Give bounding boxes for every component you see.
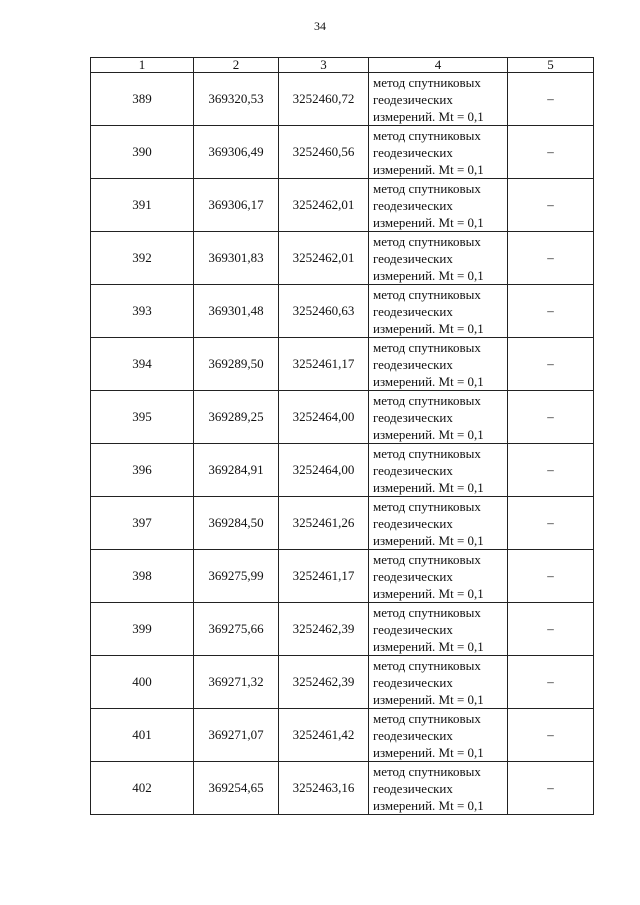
- table-row: [91, 391, 594, 444]
- method-cell: [369, 126, 508, 179]
- method-line-2: геодезических: [373, 462, 453, 478]
- method-line-2: геодезических: [373, 515, 453, 531]
- method-line-1: метод спутниковых: [373, 233, 481, 249]
- y-coordinate-cell: 3252462,39: [279, 603, 369, 656]
- method-line-1: метод спутниковых: [373, 392, 481, 408]
- table-row: [91, 232, 594, 285]
- method-line-2: геодезических: [373, 250, 453, 266]
- y-coordinate-cell: 3252462,01: [279, 232, 369, 285]
- table-body: [91, 73, 594, 815]
- y-coordinate-cell: 3252462,39: [279, 656, 369, 709]
- method-cell: [369, 550, 508, 603]
- column-5-cell: –: [508, 126, 594, 179]
- x-coordinate-cell: 369306,49: [194, 126, 279, 179]
- method-line-2: геодезических: [373, 568, 453, 584]
- method-cell: [369, 285, 508, 338]
- x-coordinate-cell: 369289,25: [194, 391, 279, 444]
- method-line-2: геодезических: [373, 780, 453, 796]
- method-cell: [369, 179, 508, 232]
- x-coordinate-cell: 369271,32: [194, 656, 279, 709]
- method-line-2: геодезических: [373, 144, 453, 160]
- column-5-cell: –: [508, 762, 594, 815]
- point-number-cell: 401: [91, 709, 194, 762]
- x-coordinate-cell: 369271,07: [194, 709, 279, 762]
- point-number-cell: 395: [91, 391, 194, 444]
- point-number-cell: 397: [91, 497, 194, 550]
- method-line-3: измерений. Mt = 0,1: [373, 691, 484, 707]
- table-row: [91, 603, 594, 656]
- method-line-1: метод спутниковых: [373, 127, 481, 143]
- y-coordinate-cell: 3252460,56: [279, 126, 369, 179]
- x-coordinate-cell: 369301,48: [194, 285, 279, 338]
- column-5-cell: –: [508, 497, 594, 550]
- x-coordinate-cell: 369254,65: [194, 762, 279, 815]
- column-header-3: 3: [279, 58, 369, 73]
- method-line-1: метод спутниковых: [373, 763, 481, 779]
- method-line-2: геодезических: [373, 356, 453, 372]
- method-cell: [369, 762, 508, 815]
- method-line-3: измерений. Mt = 0,1: [373, 267, 484, 283]
- method-line-1: метод спутниковых: [373, 551, 481, 567]
- column-header-5: 5: [508, 58, 594, 73]
- x-coordinate-cell: 369275,99: [194, 550, 279, 603]
- method-cell: [369, 497, 508, 550]
- table-row: [91, 73, 594, 126]
- table-row: [91, 550, 594, 603]
- method-line-1: метод спутниковых: [373, 657, 481, 673]
- method-line-1: метод спутниковых: [373, 286, 481, 302]
- point-number-cell: 392: [91, 232, 194, 285]
- y-coordinate-cell: 3252461,17: [279, 550, 369, 603]
- table-row: [91, 126, 594, 179]
- method-line-3: измерений. Mt = 0,1: [373, 744, 484, 760]
- point-number-cell: 389: [91, 73, 194, 126]
- y-coordinate-cell: 3252463,16: [279, 762, 369, 815]
- column-header-4: 4: [369, 58, 508, 73]
- method-line-1: метод спутниковых: [373, 710, 481, 726]
- table-row: [91, 444, 594, 497]
- method-line-3: измерений. Mt = 0,1: [373, 479, 484, 495]
- table-row: [91, 179, 594, 232]
- method-cell: [369, 338, 508, 391]
- x-coordinate-cell: 369275,66: [194, 603, 279, 656]
- method-line-3: измерений. Mt = 0,1: [373, 108, 484, 124]
- method-cell: [369, 73, 508, 126]
- method-cell: [369, 709, 508, 762]
- x-coordinate-cell: 369284,91: [194, 444, 279, 497]
- point-number-cell: 393: [91, 285, 194, 338]
- y-coordinate-cell: 3252462,01: [279, 179, 369, 232]
- method-line-3: измерений. Mt = 0,1: [373, 214, 484, 230]
- method-line-3: измерений. Mt = 0,1: [373, 532, 484, 548]
- y-coordinate-cell: 3252460,63: [279, 285, 369, 338]
- table-row: [91, 285, 594, 338]
- y-coordinate-cell: 3252461,17: [279, 338, 369, 391]
- table-row: [91, 497, 594, 550]
- table-row: [91, 709, 594, 762]
- method-line-1: метод спутниковых: [373, 445, 481, 461]
- method-line-3: измерений. Mt = 0,1: [373, 161, 484, 177]
- method-line-1: метод спутниковых: [373, 604, 481, 620]
- method-line-2: геодезических: [373, 621, 453, 637]
- method-line-3: измерений. Mt = 0,1: [373, 638, 484, 654]
- column-5-cell: –: [508, 232, 594, 285]
- method-line-2: геодезических: [373, 197, 453, 213]
- point-number-cell: 399: [91, 603, 194, 656]
- y-coordinate-cell: 3252460,72: [279, 73, 369, 126]
- method-line-2: геодезических: [373, 91, 453, 107]
- point-number-cell: 400: [91, 656, 194, 709]
- x-coordinate-cell: 369306,17: [194, 179, 279, 232]
- table-header-row: [91, 58, 594, 73]
- method-cell: [369, 444, 508, 497]
- method-cell: [369, 391, 508, 444]
- method-line-3: измерений. Mt = 0,1: [373, 797, 484, 813]
- method-cell: [369, 603, 508, 656]
- x-coordinate-cell: 369284,50: [194, 497, 279, 550]
- table-row: [91, 656, 594, 709]
- point-number-cell: 402: [91, 762, 194, 815]
- x-coordinate-cell: 369320,53: [194, 73, 279, 126]
- coordinates-table: [90, 57, 594, 815]
- method-line-2: геодезических: [373, 409, 453, 425]
- table-row: [91, 338, 594, 391]
- point-number-cell: 390: [91, 126, 194, 179]
- method-line-3: измерений. Mt = 0,1: [373, 373, 484, 389]
- column-5-cell: –: [508, 656, 594, 709]
- point-number-cell: 398: [91, 550, 194, 603]
- method-line-3: измерений. Mt = 0,1: [373, 426, 484, 442]
- column-5-cell: –: [508, 709, 594, 762]
- method-line-1: метод спутниковых: [373, 180, 481, 196]
- column-5-cell: –: [508, 179, 594, 232]
- column-5-cell: –: [508, 338, 594, 391]
- method-line-1: метод спутниковых: [373, 498, 481, 514]
- method-line-3: измерений. Mt = 0,1: [373, 320, 484, 336]
- page-number: 34: [314, 19, 326, 33]
- y-coordinate-cell: 3252464,00: [279, 444, 369, 497]
- column-header-1: 1: [91, 58, 194, 73]
- method-cell: [369, 232, 508, 285]
- y-coordinate-cell: 3252464,00: [279, 391, 369, 444]
- column-5-cell: –: [508, 444, 594, 497]
- method-line-2: геодезических: [373, 303, 453, 319]
- column-5-cell: –: [508, 73, 594, 126]
- x-coordinate-cell: 369301,83: [194, 232, 279, 285]
- point-number-cell: 394: [91, 338, 194, 391]
- y-coordinate-cell: 3252461,42: [279, 709, 369, 762]
- point-number-cell: 396: [91, 444, 194, 497]
- method-line-2: геодезических: [373, 674, 453, 690]
- method-line-2: геодезических: [373, 727, 453, 743]
- column-5-cell: –: [508, 603, 594, 656]
- column-5-cell: –: [508, 391, 594, 444]
- column-header-2: 2: [194, 58, 279, 73]
- method-line-1: метод спутниковых: [373, 339, 481, 355]
- table-row: [91, 762, 594, 815]
- x-coordinate-cell: 369289,50: [194, 338, 279, 391]
- column-5-cell: –: [508, 285, 594, 338]
- method-line-3: измерений. Mt = 0,1: [373, 585, 484, 601]
- column-5-cell: –: [508, 550, 594, 603]
- method-cell: [369, 656, 508, 709]
- point-number-cell: 391: [91, 179, 194, 232]
- y-coordinate-cell: 3252461,26: [279, 497, 369, 550]
- method-line-1: метод спутниковых: [373, 74, 481, 90]
